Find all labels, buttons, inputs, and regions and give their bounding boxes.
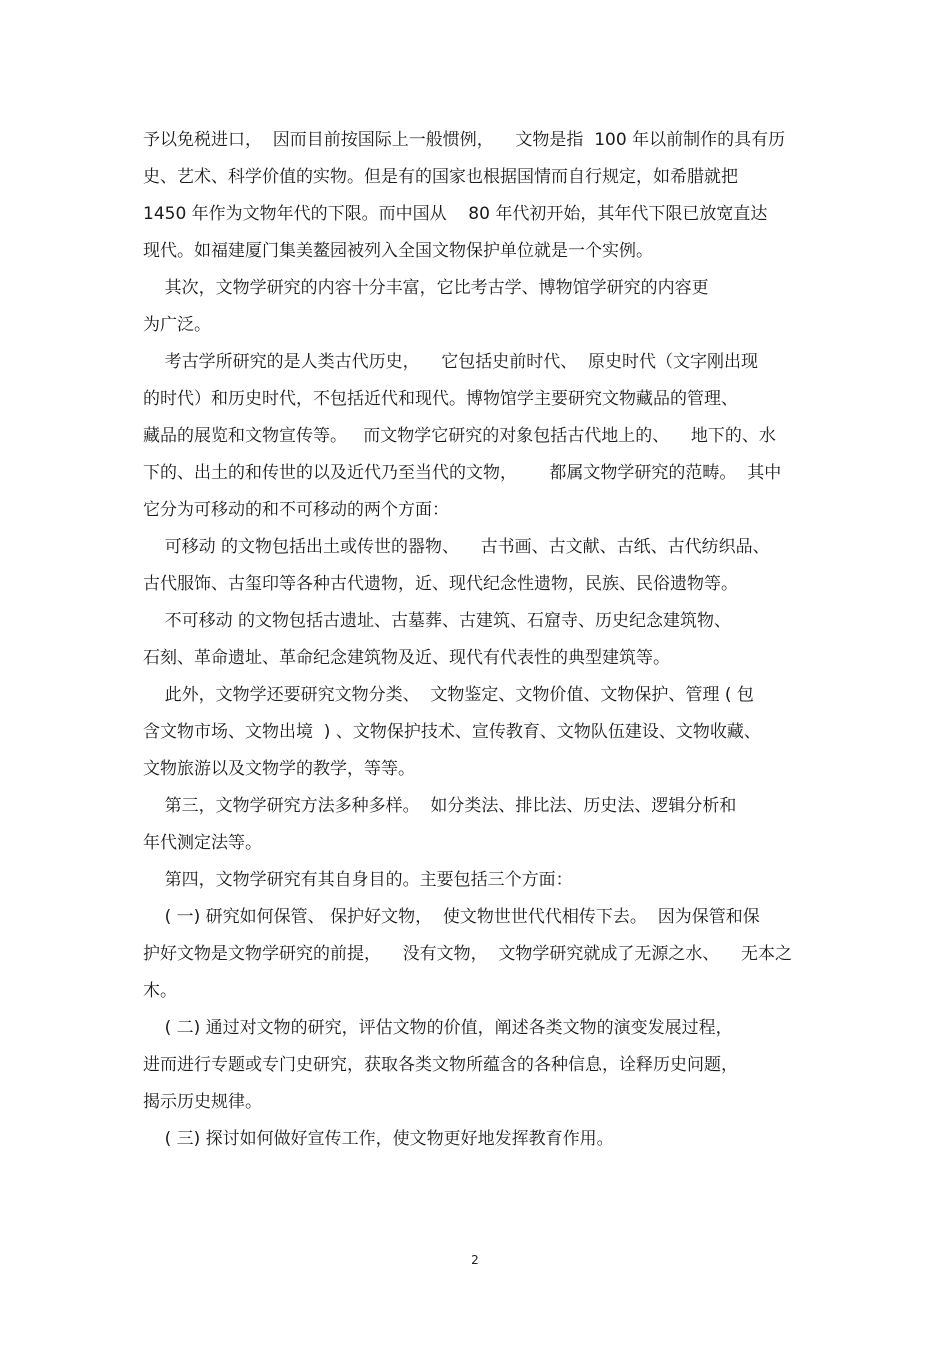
text-line: ( 二) 通过对文物的研究，评估文物的价值，阐述各类文物的演变发展过程， xyxy=(143,1018,733,1038)
text-line: 下的、出土的和传世的以及近代乃至当代的文物， 都属文物学研究的范畴。 其中 xyxy=(143,463,782,483)
text-line: 为广泛。 xyxy=(143,315,211,335)
text-line: 第四，文物学研究有其自身目的。主要包括三个方面： xyxy=(143,870,573,890)
text-line: 现代。如福建厦门集美鳌园被列入全国文物保护单位就是一个实例。 xyxy=(143,241,653,261)
text-line: 它分为可移动的和不可移动的两个方面： xyxy=(143,500,449,520)
text-line: ( 三) 探讨如何做好宣传工作，使文物更好地发挥教育作用。 xyxy=(143,1129,614,1149)
text-line: ( 一) 研究如何保管、 保护好文物， 使文物世世代代相传下去。 因为保管和保 xyxy=(143,907,760,927)
text-line: 考古学所研究的是人类古代历史， 它包括史前时代、 原史时代（文字刚出现 xyxy=(143,352,759,372)
text-line: 藏品的展览和文物宣传等。 而文物学它研究的对象包括古代地上的、 地下的、水 xyxy=(143,426,776,446)
text-line: 石刻、革命遗址、革命纪念建筑物及近、现代有代表性的典型建筑等。 xyxy=(143,648,670,668)
text-line: 不可移动 的文物包括古遗址、古墓葬、古建筑、石窟寺、历史纪念建筑物、 xyxy=(143,611,732,631)
text-line: 木。 xyxy=(143,981,177,1001)
text-line: 可移动 的文物包括出土或传世的器物、 古书画、古文献、古纸、古代纺织品、 xyxy=(143,537,770,557)
text-line: 的时代）和历史时代，不包括近代和现代。博物馆学主要研究文物藏品的管理、 xyxy=(143,389,738,409)
text-line: 进而进行专题或专门史研究，获取各类文物所蕴含的各种信息，诠释历史问题， xyxy=(143,1055,738,1075)
text-line: 史、艺术、科学价值的实物。但是有的国家也根据国情而自行规定，如希腊就把 xyxy=(143,167,738,187)
body-text xyxy=(143,122,813,1158)
page-number: 2 xyxy=(471,1253,479,1267)
text-line: 第三，文物学研究方法多种多样。 如分类法、排比法、历史法、逻辑分析和 xyxy=(143,796,737,816)
text-line: 年代测定法等。 xyxy=(143,833,262,853)
text-line: 其次，文物学研究的内容十分丰富，它比考古学、博物馆学研究的内容更 xyxy=(143,278,709,298)
text-line: 护好文物是文物学研究的前提， 没有文物， 文物学研究就成了无源之水、 无本之 xyxy=(143,944,793,964)
text-line: 此外，文物学还要研究文物分类、 文物鉴定、文物价值、文物保护、管理 ( 包 xyxy=(143,685,754,705)
text-line: 揭示历史规律。 xyxy=(143,1092,262,1112)
text-line: 文物旅游以及文物学的教学，等等。 xyxy=(143,759,415,779)
text-line: 含文物市场、文物出境 ) 、文物保护技术、宣传教育、文物队伍建设、文物收藏、 xyxy=(143,722,761,742)
text-line: 予以免税进口， 因而目前按国际上一般惯例， 文物是指 100 年以前制作的具有历 xyxy=(143,130,786,150)
text-line: 古代服饰、古玺印等各种古代遗物，近、现代纪念性遗物，民族、民俗遗物等。 xyxy=(143,574,738,594)
text-line: 1450 年作为文物年代的下限。而中国从 80 年代初开始，其年代下限已放宽直达 xyxy=(143,204,768,224)
